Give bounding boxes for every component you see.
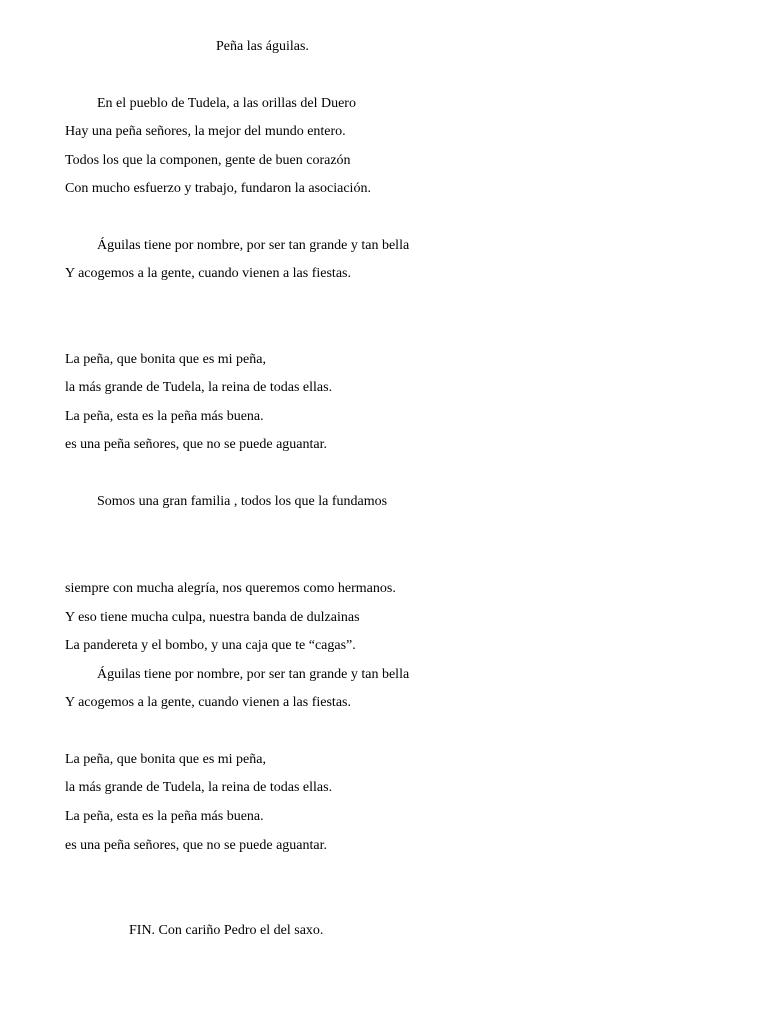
chorus-line: La peña, que bonita que es mi peña,: [65, 752, 266, 767]
verse-line: Águilas tiene por nombre, por ser tan grande y tan bella: [97, 667, 410, 682]
chorus-line: la más grande de Tudela, la reina de todas ellas.: [65, 380, 333, 395]
verse-line: Con mucho esfuerzo y trabajo, fundaron la asociación.: [65, 181, 371, 196]
document-title: Peña las águilas.: [216, 39, 309, 54]
verse-line: Águilas tiene por nombre, por ser tan grande y tan bella: [97, 238, 410, 253]
chorus-line: es una peña señores, que no se puede aguantar.: [65, 838, 328, 853]
chorus-line: La peña, esta es la peña más buena.: [65, 809, 264, 824]
chorus-line: es una peña señores, que no se puede aguantar.: [65, 437, 328, 452]
verse-line: siempre con mucha alegría, nos queremos como hermanos.: [65, 581, 396, 596]
verse-line: Y acogemos a la gente, cuando vienen a las fiestas.: [65, 695, 351, 710]
verse-line: La pandereta y el bombo, y una caja que te “cagas”.: [65, 638, 356, 653]
chorus-line: La peña, esta es la peña más buena.: [65, 409, 264, 424]
chorus-line: la más grande de Tudela, la reina de todas ellas.: [65, 780, 333, 795]
chorus-line: La peña, que bonita que es mi peña,: [65, 352, 266, 367]
verse-line: Todos los que la componen, gente de buen corazón: [65, 153, 351, 168]
verse-line: En el pueblo de Tudela, a las orillas del Duero: [97, 96, 356, 111]
verse-line: Somos una gran familia , todos los que la fundamos: [97, 494, 388, 509]
verse-line: Hay una peña señores, la mejor del mundo entero.: [65, 124, 346, 139]
verse-line: Y acogemos a la gente, cuando vienen a las fiestas.: [65, 266, 351, 281]
signoff: FIN. Con cariño Pedro el del saxo.: [129, 923, 324, 938]
verse-line: Y eso tiene mucha culpa, nuestra banda de dulzainas: [65, 610, 360, 625]
